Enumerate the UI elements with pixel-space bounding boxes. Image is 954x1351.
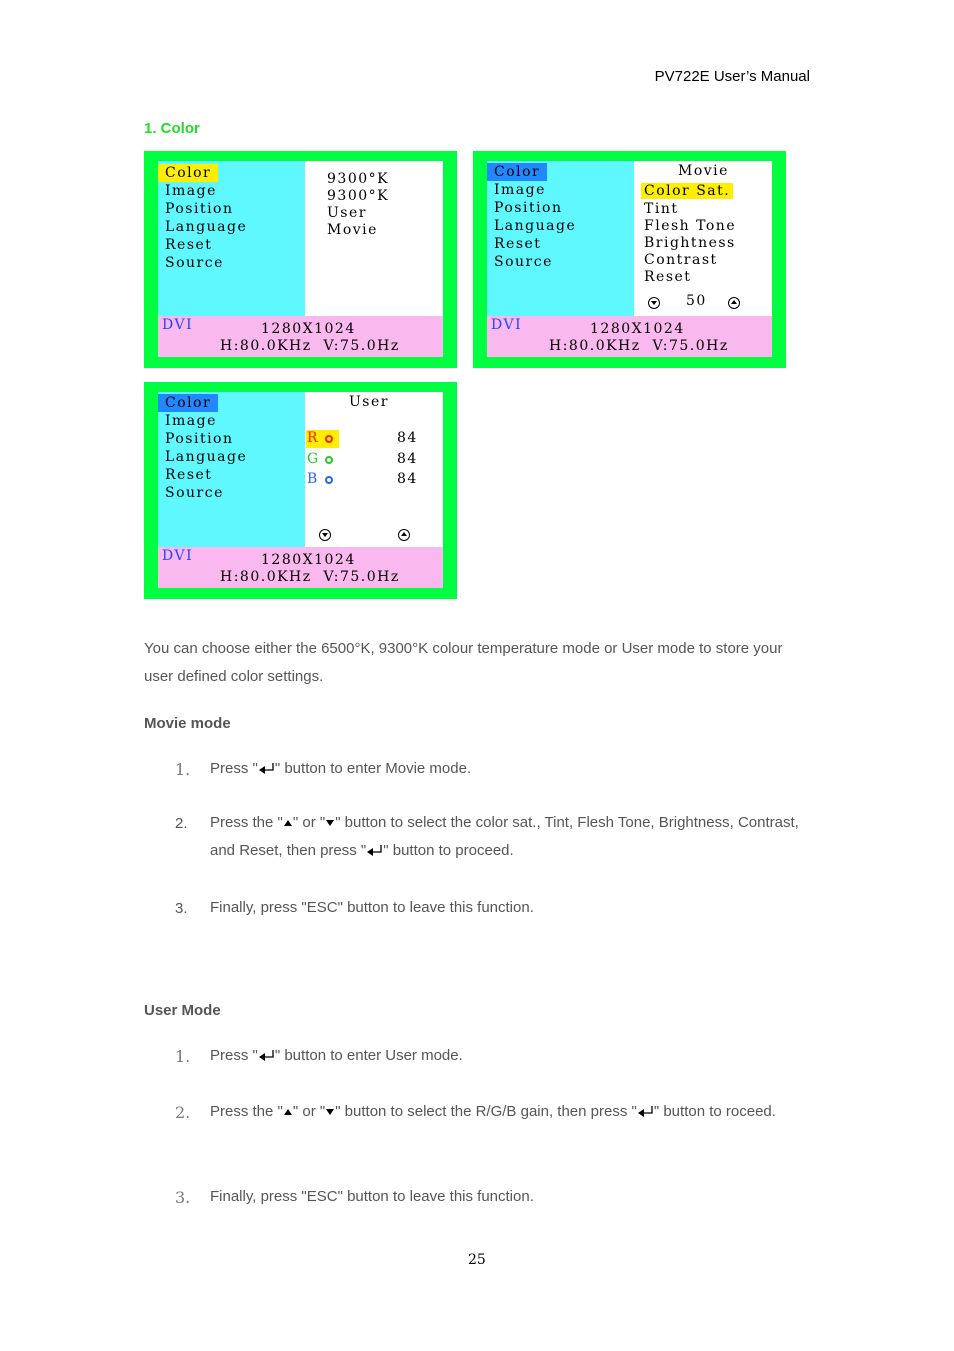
option-item: User <box>327 205 367 221</box>
step-text: " button to select the R/G/B gain, then press " <box>335 1103 637 1120</box>
up-arrow-icon <box>728 297 740 309</box>
user-step-1 <box>210 1042 800 1070</box>
down-arrow-icon <box>319 529 331 541</box>
menu-item-position: Position <box>494 200 563 216</box>
user-step-2 <box>210 1098 800 1126</box>
panel-title: User <box>349 394 389 410</box>
step-text: " or " <box>292 814 326 831</box>
movie-step-1 <box>210 755 800 783</box>
menu-item-image: Image <box>165 413 217 429</box>
menu-item-image: Image <box>165 183 217 199</box>
step-text: " button to enter User mode. <box>274 1047 463 1064</box>
osd-options-panel <box>305 161 443 316</box>
frequency-label: H:80.0KHz V:75.0Hz <box>220 338 400 354</box>
up-triangle-icon <box>283 1107 293 1117</box>
down-triangle-icon <box>325 1107 335 1117</box>
menu-item-image: Image <box>494 182 546 198</box>
panel-title: Movie <box>678 163 729 179</box>
option-item: Reset <box>644 269 692 285</box>
step-text: Press the " <box>210 1103 283 1120</box>
up-triangle-icon <box>283 818 293 828</box>
frequency-label: H:80.0KHz V:75.0Hz <box>549 338 729 354</box>
manual-header: PV722E User’s Manual <box>654 68 810 85</box>
menu-item-color: Color <box>158 164 218 182</box>
menu-item-reset: Reset <box>165 467 213 483</box>
frequency-label: H:80.0KHz V:75.0Hz <box>220 569 400 585</box>
sun-icon <box>322 453 336 467</box>
menu-item-position: Position <box>165 201 234 217</box>
up-arrow-icon <box>398 529 410 541</box>
resolution-label: 1280X1024 <box>590 321 685 337</box>
step-number: 3. <box>175 900 188 917</box>
channel-g-label: G <box>307 451 320 467</box>
user-mode-heading: User Mode <box>144 1002 221 1019</box>
step-text: Press " <box>210 760 258 777</box>
option-item: Tint <box>644 201 679 217</box>
slider-value: 50 <box>686 293 707 309</box>
resolution-label: 1280X1024 <box>261 321 356 337</box>
channel-g-value: 84 <box>397 451 418 467</box>
sun-icon <box>322 473 336 487</box>
option-item-selected: Color Sat. <box>641 183 733 199</box>
movie-mode-heading: Movie mode <box>144 715 231 732</box>
down-arrow-icon <box>648 297 660 309</box>
osd-status-bar <box>158 316 443 357</box>
movie-step-3: Finally, press "ESC" button to leave this function. <box>210 899 534 916</box>
menu-item-source: Source <box>165 485 224 501</box>
osd-menu <box>158 161 305 316</box>
step-text: " button to select the color sat., Tint, Flesh Tone, Brightness, Contrast, and Reset, then press " <box>210 814 799 859</box>
menu-item-source: Source <box>494 254 553 270</box>
osd-options-panel <box>305 392 443 547</box>
osd-status-bar <box>487 316 772 357</box>
step-text: " or " <box>292 1103 326 1120</box>
user-step-3: Finally, press "ESC" button to leave this function. <box>210 1188 534 1205</box>
menu-item-color: Color <box>487 163 547 181</box>
option-item: Contrast <box>644 252 718 268</box>
osd-options-panel <box>634 161 772 316</box>
option-item: Brightness <box>644 235 736 251</box>
input-source-label: DVI <box>162 548 194 564</box>
menu-item-language: Language <box>494 218 577 234</box>
step-number: 1. <box>175 1047 191 1066</box>
step-text: " button to roceed. <box>653 1103 776 1120</box>
osd-movie-mode <box>473 151 786 368</box>
step-text: " button to proceed. <box>383 842 514 859</box>
enter-icon <box>258 1049 275 1063</box>
movie-step-2 <box>210 809 800 865</box>
step-text: " button to enter Movie mode. <box>274 760 472 777</box>
page-number: 25 <box>468 1252 486 1268</box>
sun-icon <box>322 432 336 446</box>
step-text: Press " <box>210 1047 258 1064</box>
step-number: 3. <box>175 1188 191 1207</box>
menu-item-position: Position <box>165 431 234 447</box>
option-item: 9300°K <box>327 171 390 187</box>
section-title: 1. Color <box>144 120 200 137</box>
osd-status-bar <box>158 547 443 588</box>
menu-item-color: Color <box>158 394 218 412</box>
menu-item-language: Language <box>165 449 248 465</box>
osd-menu <box>158 392 305 547</box>
menu-item-reset: Reset <box>494 236 542 252</box>
menu-item-language: Language <box>165 219 248 235</box>
channel-b-value: 84 <box>397 471 418 487</box>
osd-user-mode <box>144 382 457 599</box>
step-text: Press the " <box>210 814 283 831</box>
osd-color-preset <box>144 151 457 368</box>
menu-item-reset: Reset <box>165 237 213 253</box>
enter-icon <box>637 1105 654 1119</box>
enter-icon <box>258 762 275 776</box>
resolution-label: 1280X1024 <box>261 552 356 568</box>
channel-r-value: 84 <box>397 430 418 446</box>
enter-icon <box>366 844 383 858</box>
channel-b-label: B <box>307 471 319 487</box>
osd-menu <box>487 161 634 316</box>
option-item: Flesh Tone <box>644 218 737 234</box>
step-number: 2. <box>175 815 188 832</box>
channel-r-label: R <box>307 430 320 446</box>
option-item: 9300°K <box>327 188 390 204</box>
step-number: 1. <box>175 760 191 779</box>
option-item: Movie <box>327 222 378 238</box>
down-triangle-icon <box>325 818 335 828</box>
input-source-label: DVI <box>162 317 194 333</box>
step-number: 2. <box>175 1103 191 1122</box>
menu-item-source: Source <box>165 255 224 271</box>
intro-paragraph: You can choose either the 6500°K, 9300°K colour temperature mode or User mode to store your user defined color settings. <box>144 640 783 685</box>
input-source-label: DVI <box>491 317 523 333</box>
